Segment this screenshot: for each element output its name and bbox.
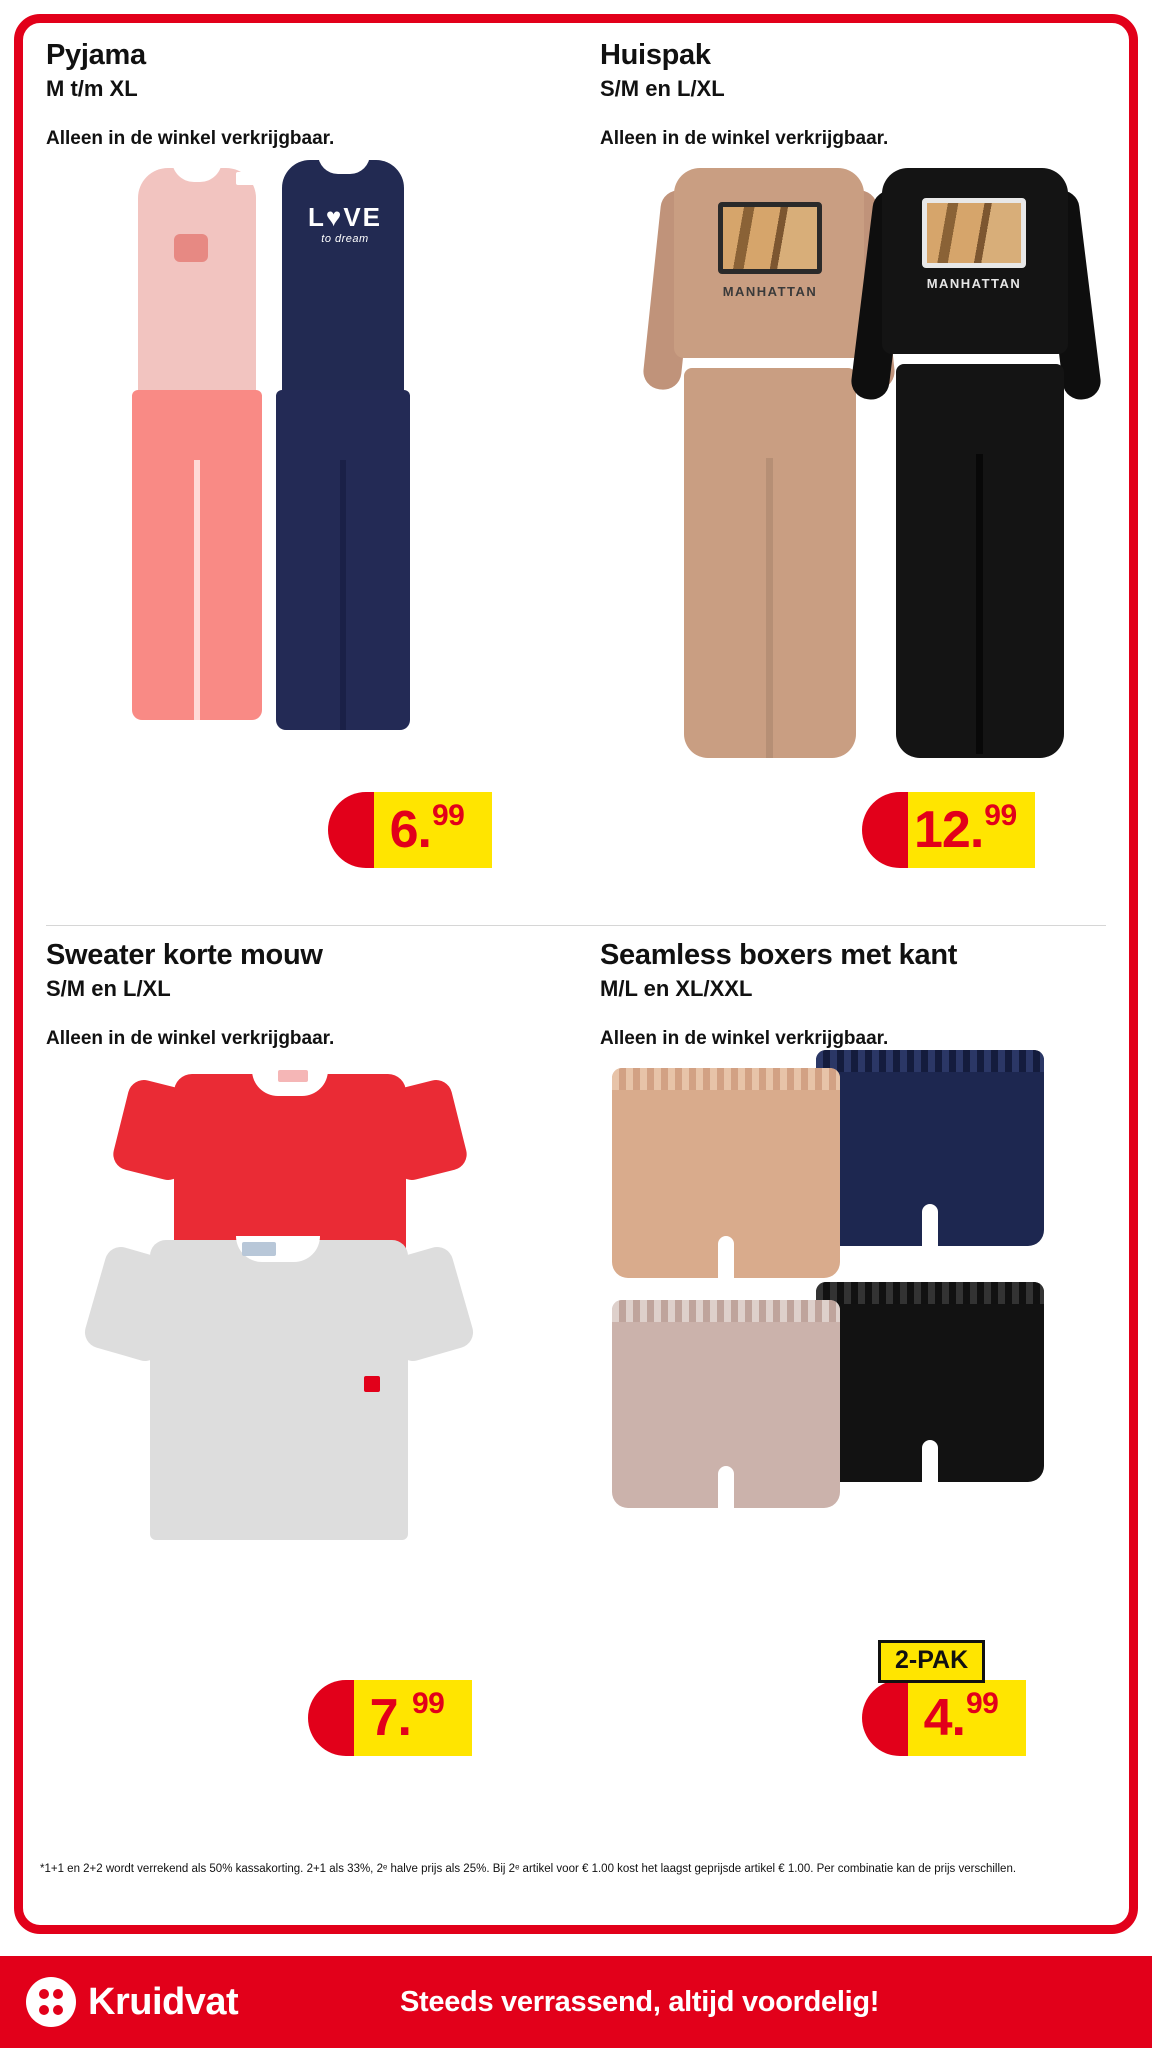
pack-badge: 2-PAK: [878, 1640, 985, 1683]
sweater-grey-logo-icon: [364, 1376, 380, 1392]
pyjama-love-text: L♥VE: [308, 202, 383, 232]
price-tag-body: [908, 1680, 1026, 1756]
boxer-black-lace: [816, 1282, 1044, 1304]
boxer-taupe: [612, 1300, 840, 1508]
product-image-sweater: [46, 1050, 552, 1750]
price-euros: 6: [389, 801, 418, 859]
brand-name: Kruidvat: [88, 1980, 239, 2023]
section-divider: [46, 925, 1106, 926]
price-tag-pyjama: [328, 792, 492, 868]
boxer-black: [816, 1282, 1044, 1482]
product-title: Sweater korte mouw: [46, 939, 323, 971]
price-tag-cap: [328, 792, 374, 868]
price-tag-body: [908, 792, 1035, 868]
price-euros: 7: [369, 1689, 398, 1747]
pyjama-pink-pants: [132, 390, 262, 720]
price-cents: 99: [984, 799, 1017, 832]
sweater-grey-label-icon: [242, 1242, 276, 1256]
price-tag-boxers: [862, 1680, 1026, 1756]
price-tag-sweater: [308, 1680, 472, 1756]
pyjama-pink-label-icon: [236, 172, 256, 185]
product-title: Seamless boxers met kant: [600, 939, 958, 971]
huispak-black-number-print: [922, 198, 1026, 268]
price-separator: .: [951, 1689, 966, 1747]
price-cents: 99: [966, 1687, 999, 1720]
boxer-beige-leg-gap: [718, 1236, 734, 1278]
price-cents: 99: [432, 799, 465, 832]
sweater-red-label-icon: [278, 1070, 308, 1082]
price-cents: 99: [412, 1687, 445, 1720]
pyjama-pink-top: [138, 168, 256, 398]
product-card-boxers[interactable]: [600, 940, 1106, 1820]
pyjama-pink-print: [174, 234, 208, 262]
price-tag-cap: [308, 1680, 354, 1756]
product-availability-note: Alleen in de winkel verkrijgbaar.: [600, 1027, 889, 1049]
product-card-sweater[interactable]: [46, 940, 552, 1820]
product-image-huispak: [600, 150, 1106, 850]
price-separator: .: [969, 801, 985, 859]
brand-slogan: Steeds verrassend, altijd voordelig!: [400, 1985, 880, 2018]
product-image-boxers: [600, 1050, 1106, 1750]
pyjama-navy-pants: [276, 390, 410, 730]
huispak-beige-pants: [684, 368, 856, 758]
content-area: [40, 40, 1112, 1902]
price-euros: 4: [923, 1689, 952, 1747]
price-tag-cap: [862, 1680, 908, 1756]
product-sizes: M t/m XL: [46, 75, 138, 101]
product-sizes: M/L en XL/XXL: [600, 975, 753, 1001]
product-title: Huispak: [600, 39, 711, 71]
footer-bar: [0, 1956, 1152, 2048]
price-tag-huispak: [862, 792, 1035, 868]
product-availability-note: Alleen in de winkel verkrijgbaar.: [46, 1027, 335, 1049]
product-sizes: S/M en L/XL: [600, 75, 725, 101]
product-availability-note: Alleen in de winkel verkrijgbaar.: [600, 127, 889, 149]
huispak-black-pants: [896, 364, 1064, 758]
price-tag-body: [354, 1680, 472, 1756]
product-availability-note: Alleen in de winkel verkrijgbaar.: [46, 127, 335, 149]
boxer-navy-leg-gap: [922, 1204, 938, 1246]
price-euros: 12: [914, 801, 970, 859]
pyjama-love-subtext: to dream: [321, 233, 369, 245]
boxer-taupe-leg-gap: [718, 1466, 734, 1508]
huispak-beige-number-print: [718, 202, 822, 274]
boxer-black-leg-gap: [922, 1440, 938, 1482]
product-grid: [40, 40, 1112, 1850]
boxer-taupe-lace: [612, 1300, 840, 1322]
product-sizes: S/M en L/XL: [46, 975, 171, 1001]
price-tag-body: [374, 792, 492, 868]
legal-footnote: *1+1 en 2+2 wordt verrekend als 50% kassakorting. 2+1 als 33%, 2ᵉ halve prijs als 25%. Bij 2ᵉ artikel voor € 1.00 kost het laagst geprijsde artikel € 1.00. Per combinatie kan de prijs verschillen.: [40, 1863, 1017, 1875]
kruidvat-mark-icon: [26, 1977, 76, 2027]
price-tag-cap: [862, 792, 908, 868]
pyjama-love-print: [308, 202, 382, 246]
product-card-pyjama[interactable]: [46, 40, 552, 920]
price-separator: .: [417, 801, 432, 859]
huispak-black-word-print: MANHATTAN: [926, 276, 1022, 291]
huispak-beige-word-print: MANHATTAN: [722, 284, 818, 299]
product-title: Pyjama: [46, 39, 146, 71]
product-image-pyjama: [46, 150, 552, 850]
boxer-beige: [612, 1068, 840, 1278]
brand-logo[interactable]: [26, 1977, 238, 2027]
product-card-huispak[interactable]: [600, 40, 1106, 920]
price-separator: .: [397, 1689, 412, 1747]
pyjama-navy-top: [282, 160, 404, 398]
boxer-navy-lace: [816, 1050, 1044, 1072]
boxer-navy: [816, 1050, 1044, 1246]
boxer-beige-lace: [612, 1068, 840, 1090]
